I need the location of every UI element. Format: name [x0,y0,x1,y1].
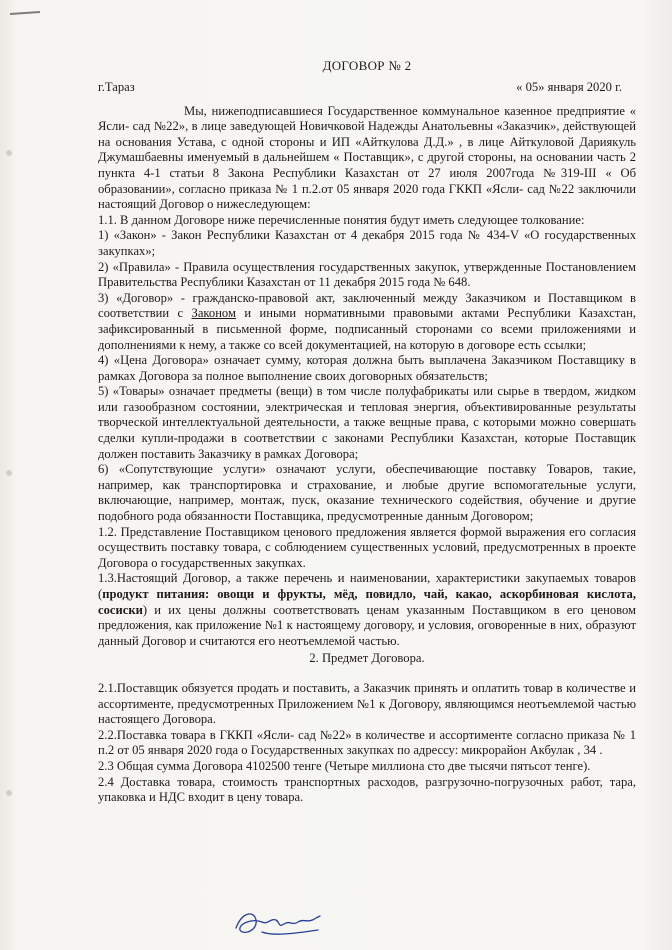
preamble: Мы, нижеподписавшиеся Государственное коммунальное казенное предприятие « Ясли- сад №22», в лице заведующей Новичковой Надежды Анатольевны «Заказчик», действующей на основания Устава, с одной стороны и ИП «Айткулова Д.Д.» , в лице Айткуловой Дариякуль Джумашбаевны именуемый в дальнейшем « Поставщик», с другой стороны, на основании часть 2 пункта 4-1 статьи 8 Закона Республики Казахстан от 27 июля 2007года №319-III « Об образовании», согласно приказа № 1 п.2.от 05 января 2020 года ГККП «Ясли- сад №22 заключили настоящий Договор о нижеследующем: [98,103,636,212]
binder-hole [6,150,12,156]
products-list: продукт питания: овощи и фрукты, мёд, повидло, чай, какао, аскорбиновая кислота, сосиски [98,587,636,617]
section-2-heading: 2. Предмет Договора. [309,651,425,666]
clause-1-1: 1.1. В данном Договоре ниже перечисленные понятия будут иметь следующее толкование: [98,212,585,227]
document-body [98,58,636,806]
clause-text: 1.3.Настоящий Договор, а также перечень и наименовании, характеристики закупаемых товаров ( [98,571,636,601]
law-link[interactable]: Законом [191,306,236,321]
clause-1-1-6: 6) «Сопутствующие услуги» означают услуги, обеспечивающие поставку Товаров, такие, например, как транспортировка и страхование, и любые другие вспомогательные услуги, включающие, например, монтаж, пуск, оказание технического содействия, обучение и другие подобного рода обязанности Поставщика, предусмотренные данным Договором; [98,462,636,524]
clause-1-1-5: 5) «Товары» означает предметы (вещи) в том числе полуфабрикаты или сырье в твердом, жидком или газообразном состоянии, электрическая и тепловая энергия, объективированные результаты творческой интеллектуальной деятельности, а также вещные права, с которыми можно совершать сделки купли-продажи в соответствии с законами Республики Казахстан, которые Поставщик должен поставить Заказчику в рамках Договора; [98,384,636,461]
pen-mark [10,11,40,15]
city-date-line [98,80,636,98]
clause-2-2: 2.2.Поставка товара в ГККП «Ясли- сад №22» в количестве и ассортименте согласно приказа № 1 п.2 от 05 января 2020 года о Государственных закупках по адрессу: микрорайон Акбулак , 34 . [98,727,636,758]
handwritten-signature-icon [232,906,324,940]
clause-text: ) и их цены должны соответствовать ценам указанным Поставщиком в его ценовом предложения, как приложение №1 к настоящему договору, и условия, оговоренные в них, образуют данный Договор и считаются его неотъемлемой частью. [98,602,636,648]
binder-hole [6,790,12,796]
clause-text: и иными нормативными правовыми актами Республики Казахстан, зафиксированный в письменной форме, подписанный сторонами со всеми приложениями и дополнениями к нему, а также со всей документацией, на которую в договоре есть ссылки; [98,306,637,352]
clause-text: 3) «Договор» - гражданско-правовой акт, заключенный между Заказчиком и Поставщиком в соответствии с [98,290,636,321]
clause-2-3: 2.3 Общая сумма Договора 4102500 тенге (Четыре миллиона сто две тысячи пятьсот тенге). [98,758,591,773]
clause-1-3 [98,571,636,649]
clause-2-4: 2.4 Доставка товара, стоимость транспортных расходов, разгрузочно-погрузочных работ, тара, упаковка и НДС входит в цену товара. [98,774,636,805]
binder-hole [6,470,12,476]
clause-2-1: 2.1.Поставщик обязуется продать и поставить, а Заказчик принять и оплатить товар в количестве и ассортименте, предусмотренных Приложением №1 к Договору, являющимся неотъемлемой частью настоящего Договора. [98,680,636,727]
clause-1-1-4: 4) «Цена Договора» означает сумму, которая должна быть выплачена Заказчиком Поставщику в рамках Договора за полное выполнение своих договорных обязательств; [98,353,636,383]
clause-1-1-1: 1) «Закон» - Закон Республики Казахстан от 4 декабря 2015 года № 434-V «О государственных закупках»; [98,228,636,258]
document-title: ДОГОВОР № 2 [322,58,412,73]
clause-1-1-2: 2) «Правила» - Правила осуществления государственных закупок, утвержденные Постановлением Правительства Республики Казахстан от 11 декабря 2015 года № 648. [98,259,636,290]
clause-1-1-3 [98,291,636,353]
clause-1-2: 1.2. Представление Поставщиком ценового предложения является формой выражения его согласия осуществить поставку товара, с соблюдением существенных условий, предусмотренных в проекте Договора о государственных закупках. [98,524,636,570]
city: г.Тараз [98,79,135,94]
contract-date: « 05» января 2020 г. [516,79,622,94]
